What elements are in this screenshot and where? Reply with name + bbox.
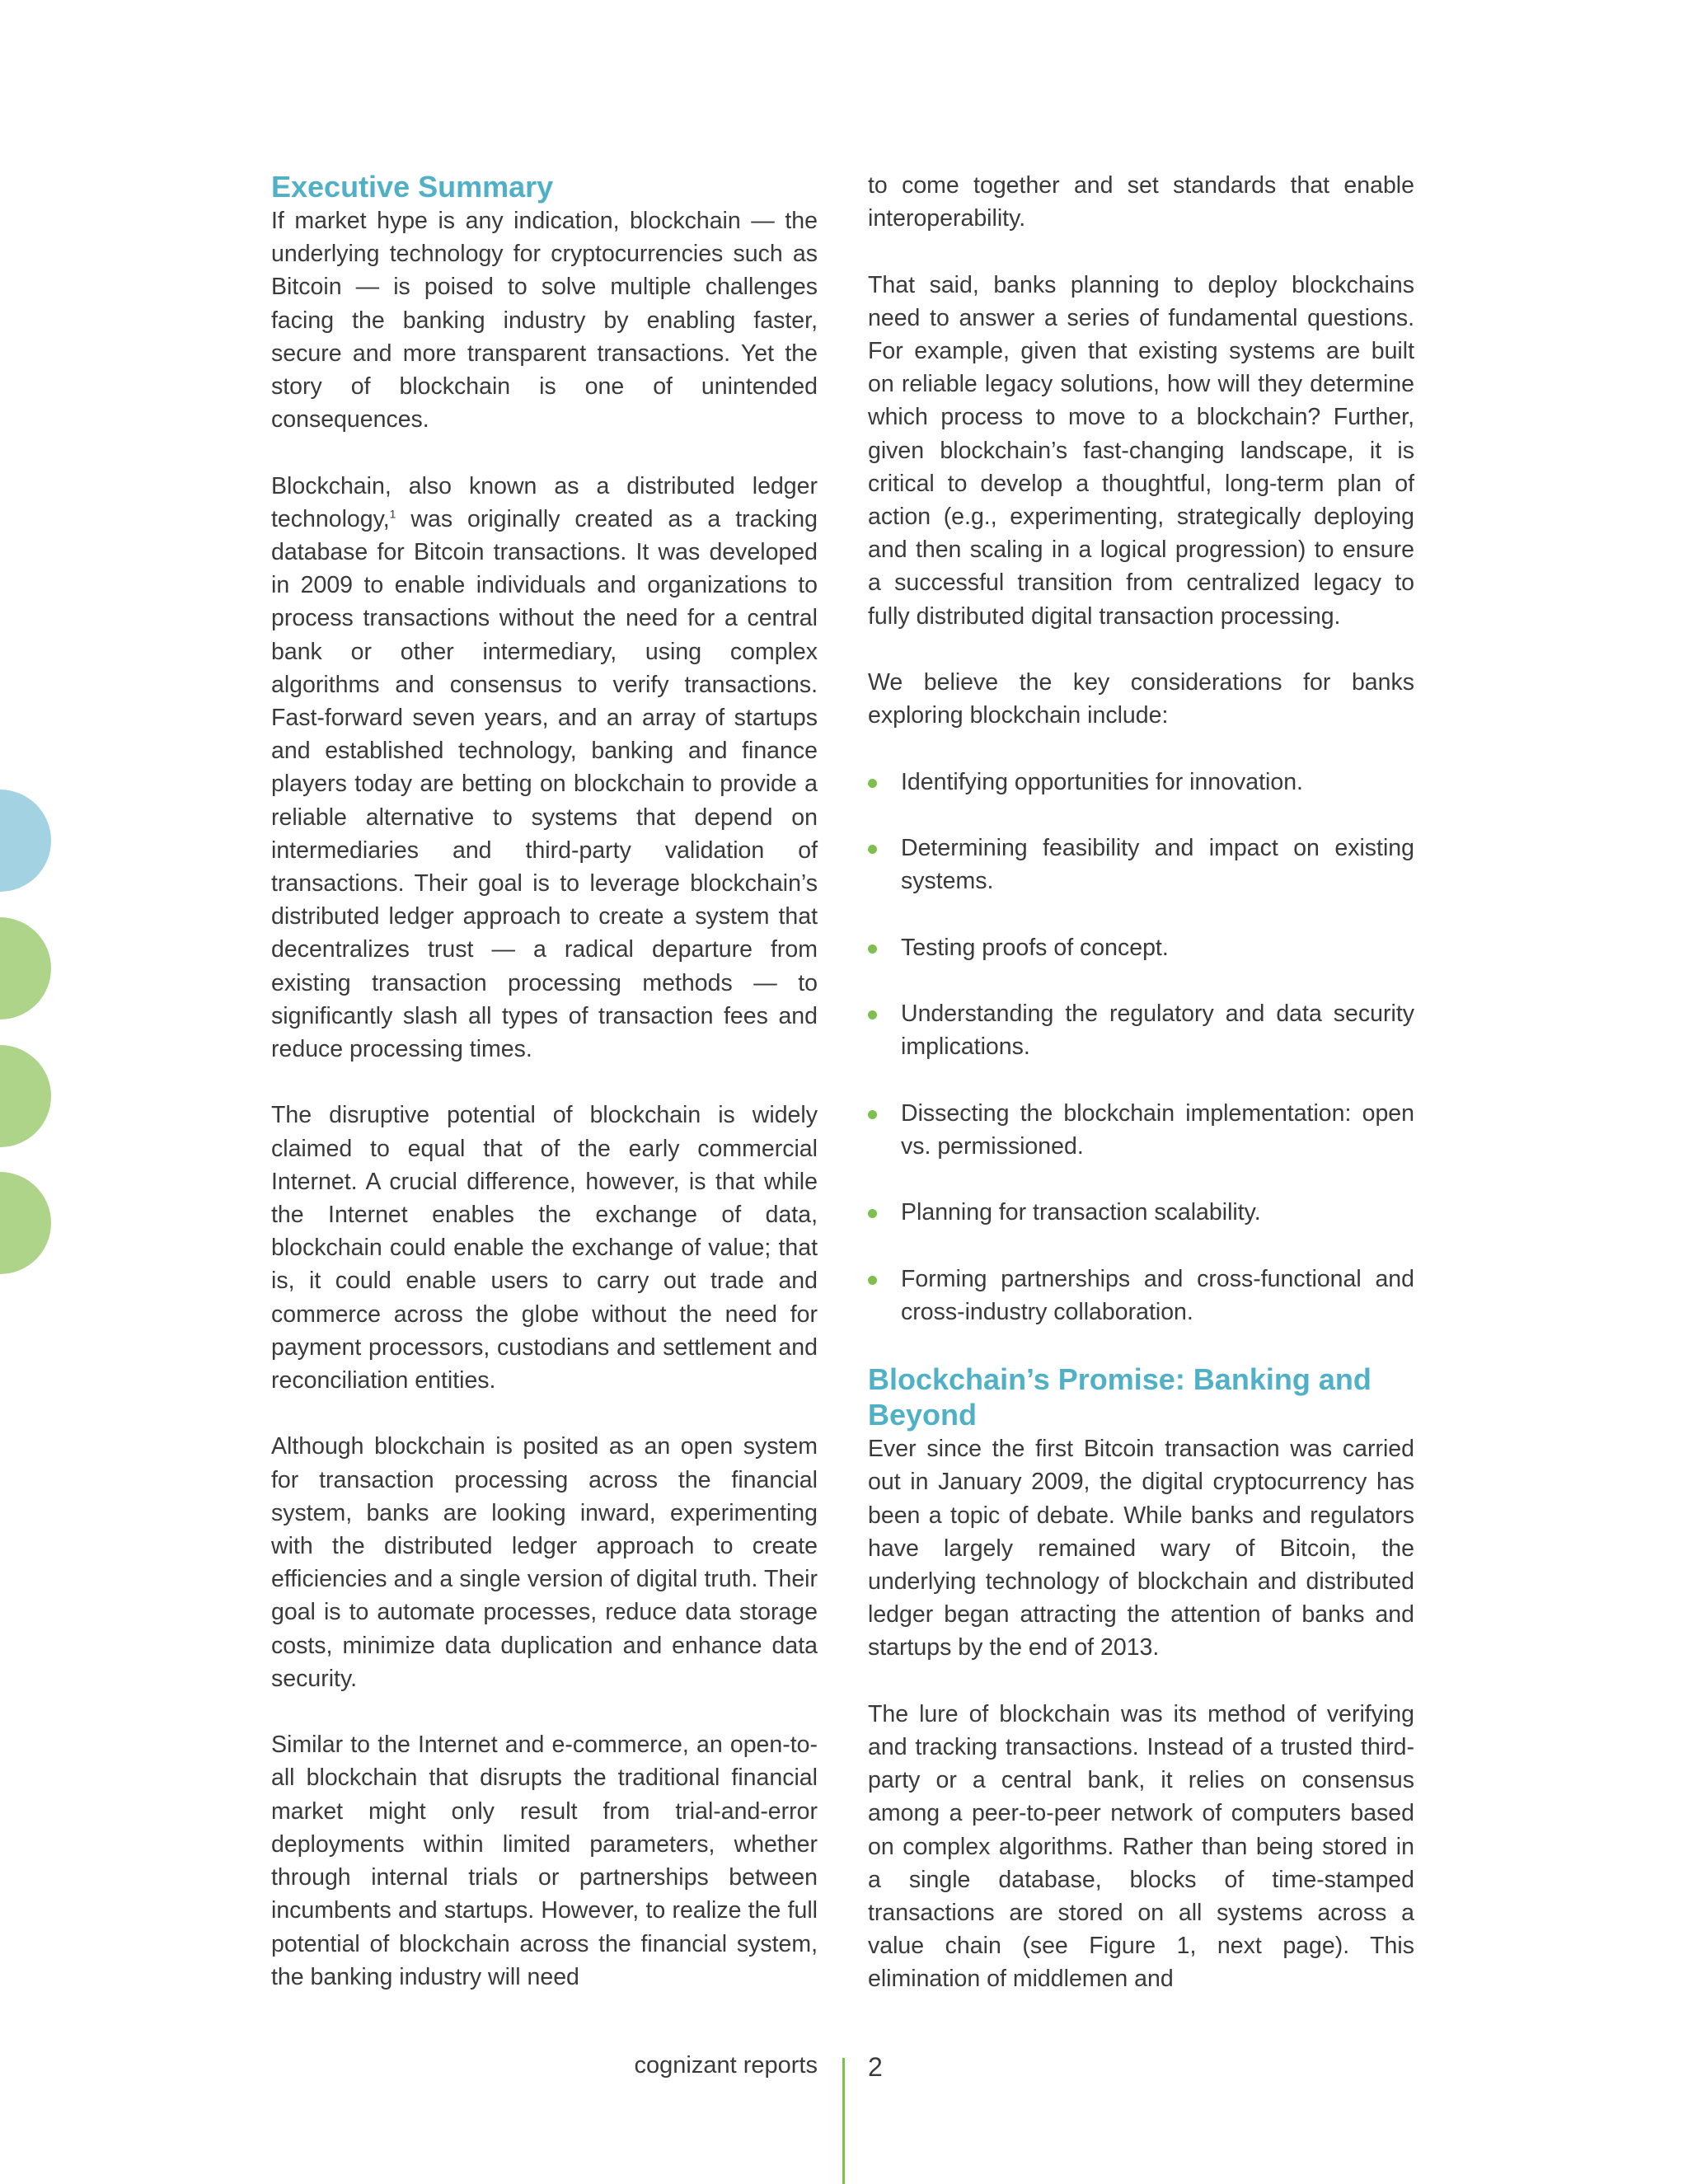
footer-divider (842, 2058, 845, 2184)
decorative-circle-green-1 (0, 917, 51, 1019)
list-item-text: Identifying opportunities for innovation. (901, 768, 1303, 795)
section-heading-blockchain-promise: Blockchain’s Promise: Banking and Beyond (868, 1362, 1372, 1432)
decorative-circle-green-3 (0, 1172, 51, 1274)
paragraph: Ever since the first Bitcoin transaction was carried out in January 2009, the digital cryptocurrency has been a topic of debate. While banks and regulators have largely remained wary of Bitcoin, the underlying technology of blockchain and distributed ledger began attracting the attention of banks and startups by the end of 2013. (868, 1436, 1414, 1661)
bullet-dot-icon (868, 1209, 877, 1218)
considerations-list (868, 766, 1414, 1329)
decorative-circle-blue (0, 790, 51, 892)
paragraph: to come together and set standards that enable interoperability. (868, 172, 1414, 232)
bullet-dot-icon (868, 944, 877, 954)
paragraph: The disruptive potential of blockchain is widely claimed to equal that of the early commercial Internet. A crucial difference, however, is that while the Internet enables the exchange of data, blockchain could enable the exchange of value; that is, it could enable users to carry out trade and commerce across the globe without the need for payment processors, custodians and settlement and reconciliation entities. (271, 1102, 818, 1394)
bullet-dot-icon (868, 845, 877, 854)
list-item (868, 931, 1414, 964)
list-item-text: Understanding the regulatory and data security implications. (901, 1000, 1414, 1061)
list-item (868, 1196, 1414, 1229)
decorative-circle-green-2 (0, 1045, 51, 1147)
bullet-dot-icon (868, 1010, 877, 1019)
paragraph-text: Blockchain, also known as a distributed ledger technology, (271, 472, 818, 532)
footer-brand: cognizant reports (634, 2052, 818, 2079)
bullet-dot-icon (868, 779, 877, 788)
list-item (868, 1097, 1414, 1163)
list-item (868, 832, 1414, 898)
paragraph: We believe the key considerations for banks exploring blockchain include: (868, 669, 1414, 729)
footnote-marker[interactable]: 1 (389, 507, 396, 521)
section-heading-executive-summary: Executive Summary (271, 170, 554, 204)
right-column (868, 169, 1414, 2029)
list-item-text: Testing proofs of concept. (901, 934, 1169, 961)
bullet-dot-icon (868, 1110, 877, 1119)
page-number: 2 (868, 2052, 883, 2082)
paragraph: That said, banks planning to deploy blockchains need to answer a series of fundamental questions. For example, given that existing systems are built on reliable legacy solutions, how will they determine which process to move to a blockchain? Further, given blockchain’s fast-changing landscape, it is critical to develop a thoughtful, long-term plan of action (e.g., experimenting, strategically deploying and then scaling in a logical progression) to ensure a successful transition from centralized legacy to fully distributed digital transaction processing. (868, 271, 1414, 630)
paragraph (271, 470, 818, 1066)
paragraph: Similar to the Internet and e-commerce, an open-to-all blockchain that disrupts the traditional financial market might only result from trial-and-error deployments within limited parameters, whether through internal trials or partnerships between incumbents and startups. However, to realize the full potential of blockchain across the financial system, the banking industry will need (271, 1732, 818, 1990)
paragraph: If market hype is any indication, blockchain — the underlying technology for cryptocurrencies such as Bitcoin — is poised to solve multiple challenges facing the banking industry by enabling faster, secure and more transparent transactions. Yet the story of blockchain is one of unintended consequences. (271, 208, 818, 434)
list-item (868, 997, 1414, 1063)
list-item-text: Forming partnerships and cross-functional and cross-industry collaboration. (901, 1265, 1414, 1325)
bullet-dot-icon (868, 1276, 877, 1285)
paragraph: The lure of blockchain was its method of verifying and tracking transactions. Instead of a trusted third-party or a central bank, it relies on consensus among a peer-to-peer network of computers based on complex algorithms. Rather than being stored in a single database, blocks of time-stamped transactions are stored on all systems across a value chain (see Figure 1, next page). This elimination of middlemen and (868, 1700, 1414, 1993)
list-item (868, 1263, 1414, 1329)
paragraph: Although blockchain is posited as an open system for transaction processing across the financial system, banks are looking inward, experimenting with the distributed ledger approach to create efficiencies and a single version of digital truth. Their goal is to automate processes, reduce data storage costs, minimize data duplication and enhance data security. (271, 1433, 818, 1692)
left-column (271, 169, 818, 2027)
list-item (868, 766, 1414, 799)
list-item-text: Determining feasibility and impact on existing systems. (901, 835, 1414, 895)
list-item-text: Planning for transaction scalability. (901, 1199, 1261, 1226)
paragraph-text: was originally created as a tracking database for Bitcoin transactions. It was developed in 2009 to enable individuals and organizations to process transactions without the need for a central bank or other intermediary, using complex algorithms and consensus to verify transactions. Fast-forward seven years, and an array of startups and established technology, banking and finance players today are betting on blockchain to provide a reliable alternative to systems that depend on intermediaries and third-party validation of transactions. Their goal is to leverage blockchain’s distributed ledger approach to create a system that decentralizes trust — a radical departure from existing transaction processing methods — to significantly slash all types of transaction fees and reduce processing times. (271, 505, 818, 1063)
list-item-text: Dissecting the blockchain implementation: open vs. permissioned. (901, 1099, 1414, 1160)
